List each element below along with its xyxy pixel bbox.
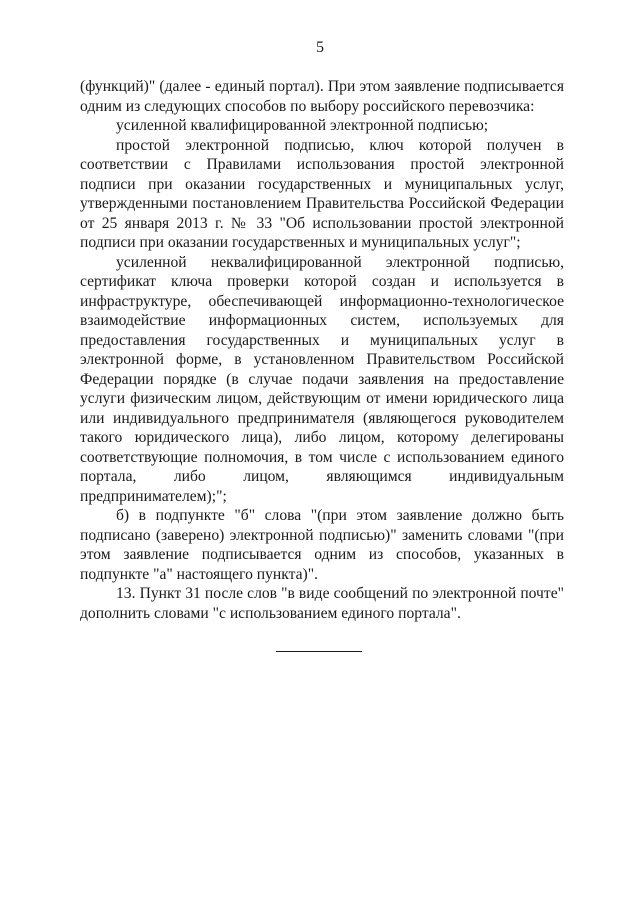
- paragraph-subitem-b: б) в подпункте "б" слова "(при этом заявление должно быть подписано (заверено) электронной подписью)" заменить словами "(при этом заявление подписывается одним из способов, указанных в подпункте "а" настоящего пункта)".: [80, 507, 564, 583]
- paragraph-qualified-signature: усиленной квалифицированной электронной подписью;: [116, 117, 489, 134]
- page-number: 5: [316, 39, 324, 56]
- paragraph-continuation: (функций)" (далее - единый портал). При этом заявление подписывается одним из следующих способов по выбору российского перевозчика:: [80, 78, 564, 115]
- end-divider: [276, 651, 362, 652]
- paragraph-unqualified-signature: усиленной неквалифицированной электронной подписью, сертификат ключа проверки которой создан и используется в инфраструктуре, обеспечивающей информационно-технологическое взаимодействие информационных систем, используемых для предоставления государственных и муниципальных услуг в электронной форме, в установленном Правительством Российской Федерации порядке (в случае подачи заявления на предоставление услуги физическим лицом, действующим от имени юридического лица или индивидуального предпринимателя (являющегося руководителем такого юридического лица), либо лицом, которому делегированы соответствующие полномочия, в том числе с использованием единого портала, либо лицом, являющимся индивидуальным предпринимателем);";: [80, 253, 564, 505]
- paragraph-item-13: 13. Пункт 31 после слов "в виде сообщений по электронной почте" дополнить словами "с использованием единого портала".: [80, 585, 564, 622]
- document-body: [80, 77, 564, 623]
- paragraph-simple-signature: простой электронной подписью, ключ которой получен в соответствии с Правилами использования простой электронной подписи при оказании государственных и муниципальных услуг, утвержденными постановлением Правительства Российской Федерации от 25 января 2013 г. № 33 "Об использовании простой электронной подписи при оказании государственных и муниципальных услуг";: [80, 136, 564, 251]
